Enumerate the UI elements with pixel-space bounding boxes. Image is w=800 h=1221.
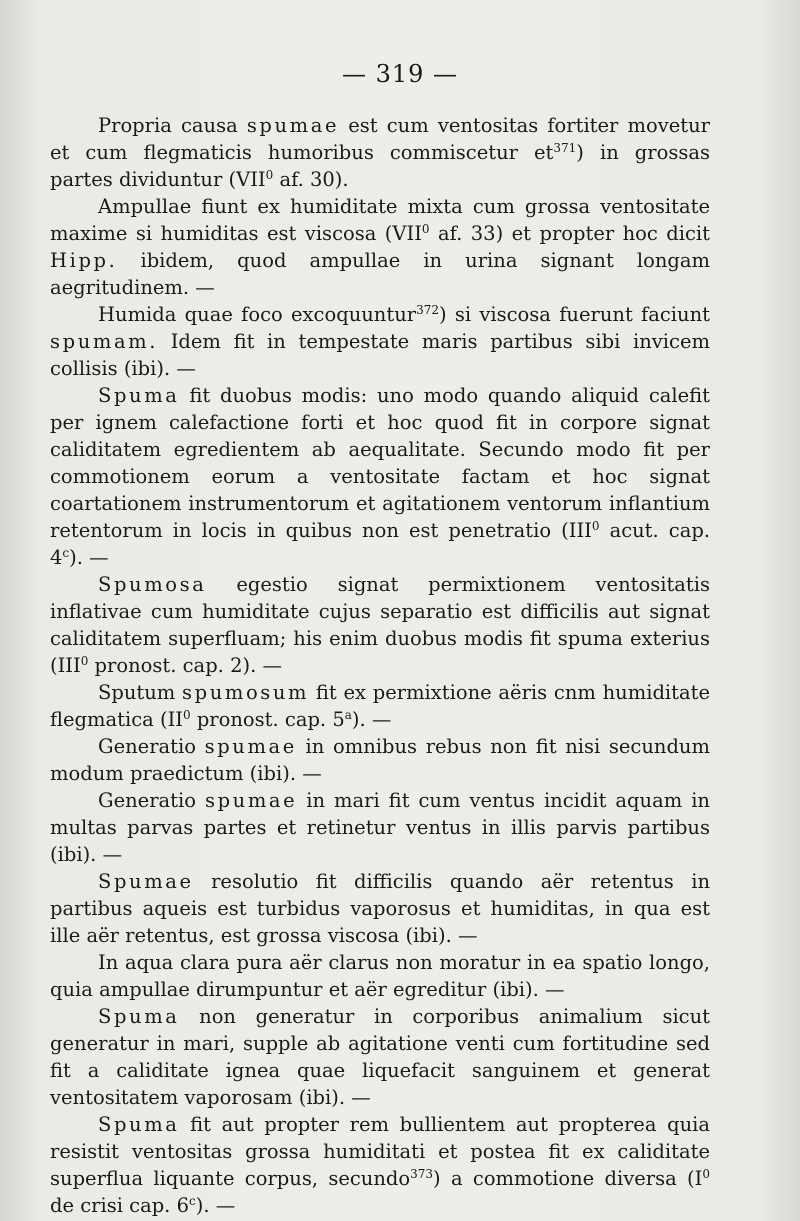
spaced-term: Spumae	[98, 870, 194, 893]
superscript: 0	[702, 1167, 710, 1181]
paragraph	[50, 1111, 710, 1219]
paragraph	[50, 112, 710, 193]
paragraph	[50, 949, 710, 1003]
text-run: egestio signat permixtionem ventositatis inflativae cum humiditate cujus separatio est difficilis aut signat caliditatem superfluam; his enim duobus modis fit spuma exterius (III	[50, 573, 710, 677]
spaced-term: spumam.	[50, 330, 159, 353]
text-run: Sputum	[98, 681, 183, 704]
superscript: 0	[421, 222, 430, 236]
text-run: resolutio fit difficilis quando aër retentus in partibus aqueis est turbidus vaporosus et humiditas, in qua est ille aër retentus, est grossa viscosa (ibi). —	[50, 870, 710, 947]
text-run: ) a commotione diversa (I	[433, 1167, 703, 1190]
text-run: est cum ventositas fortiter movetur et cum flegmaticis humoribus commiscetur et	[50, 114, 710, 164]
paragraph	[50, 193, 710, 301]
text-run: In aqua clara pura aër clarus non moratur in ea spatio longo, quia ampullae dirumpuntur et aër egreditur (ibi). —	[50, 951, 710, 1001]
text-run: fit duobus modis: uno modo quando aliquid calefit per ignem calefactione forti et hoc quod fit in corpore signat caliditatem egredientem ab aequalitate. Secundo modo fit per commotionem eorum a ventositate factam et hoc signat coartationem instrumentorum et agitationem ventorum inflantium retentorum in locis in quibus non est penetratio (III	[50, 384, 710, 542]
text-run: pronost. cap. 5	[190, 708, 345, 731]
text-run: ) si viscosa fuerunt faciunt	[439, 303, 710, 326]
spaced-term: Spuma	[98, 384, 180, 407]
spaced-term: spumae	[204, 789, 298, 812]
text-run: af. 30).	[273, 168, 349, 191]
spaced-term: spumae	[246, 114, 340, 137]
text-run: ) in grossas partes dividuntur (VII	[50, 141, 710, 191]
paragraph	[50, 868, 710, 949]
spaced-term: Spuma	[98, 1113, 180, 1136]
superscript: 0	[591, 519, 600, 533]
text-run: Humida quae foco excoquuntur	[98, 303, 417, 326]
text-run: fit aut propter rem bullientem aut propterea quia resistit ventositas grossa humiditati et postea fit ex caliditate superflua liquante corpus, secundo	[50, 1113, 710, 1190]
paragraph	[50, 1003, 710, 1111]
text-run: ibidem, quod ampullae in urina signant longam aegritudinem. —	[50, 249, 710, 299]
spaced-term: Spuma	[98, 1005, 180, 1028]
superscript: a	[344, 708, 352, 722]
paragraph	[50, 733, 710, 787]
text-run: in mari fit cum ventus incidit aquam in multas parvas partes et retinetur ventus in illis parvis partibus (ibi). —	[50, 789, 710, 866]
text-run: ). —	[195, 1194, 236, 1217]
text-run: Propria causa	[98, 114, 247, 137]
superscript: 373	[410, 1167, 434, 1181]
page-number: — 319 —	[341, 60, 459, 88]
paragraph	[50, 301, 710, 382]
superscript: 0	[182, 708, 191, 722]
text-run: Generatio	[98, 735, 205, 758]
text-run: pronost. cap. 2). —	[88, 654, 282, 677]
text-run: acut. cap. 4	[50, 519, 710, 569]
superscript: c	[62, 546, 70, 560]
text-run: fit ex permixtione aëris cnm humiditate flegmatica (II	[50, 681, 710, 731]
text-run: ). —	[351, 708, 392, 731]
text-run: Generatio	[98, 789, 205, 812]
paragraph	[50, 787, 710, 868]
text-run: af. 33) et propter hoc dicit	[429, 222, 710, 245]
superscript: 0	[265, 168, 274, 182]
spaced-term: Spumosa	[98, 573, 207, 596]
spaced-term: spumae	[204, 735, 297, 758]
superscript: 372	[416, 303, 439, 317]
text-run: Idem fit in tempestate maris partibus sibi invicem collisis (ibi). —	[50, 330, 710, 380]
spaced-term: spumosum	[182, 681, 310, 704]
superscript: c	[188, 1194, 196, 1208]
paragraph	[50, 382, 710, 571]
superscript: 0	[80, 654, 89, 668]
text-run: non generatur in corporibus animalium sicut generatur in mari, supple ab agitatione venti cum fortitudine sed fit a caliditate ignea quae liquefacit sanguinem et generat ventositatem vaporosam (ibi). —	[50, 1005, 710, 1109]
paragraph	[50, 571, 710, 679]
text-run: ). —	[69, 546, 109, 569]
spaced-term: Hipp.	[50, 249, 118, 272]
text-run: Ampullae fiunt ex humiditate mixta cum grossa ventositate maxime si humiditas est viscosa (VII	[50, 195, 710, 245]
paragraph	[50, 679, 710, 733]
text-run: de crisi cap. 6	[50, 1194, 189, 1217]
text-run: in omnibus rebus non fit nisi secundum modum praedictum (ibi). —	[50, 735, 710, 785]
body-text	[50, 112, 710, 1219]
superscript: 371	[553, 141, 577, 155]
